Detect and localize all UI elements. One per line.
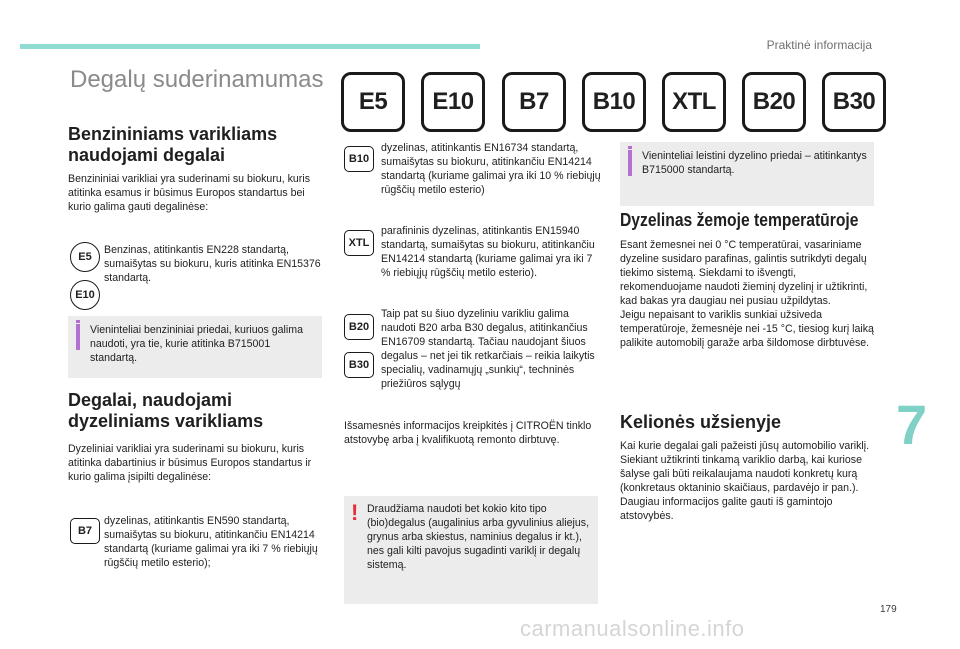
info-note-diesel-text: Vieninteliai leistini dyzelino priedai – atitinkantys B715000 standartą. — [642, 150, 867, 176]
paragraph-citroen-info: Išsamesnės informacijos kreipkitės į CITROËN tinklo atstovybę arba į kvalifikuotą remonto dirbtuvę. — [344, 420, 592, 446]
paragraph-petrol-intro: Benzininiai varikliai yra suderinami su biokuru, kuris atitinka esamus ir būsimus Europos standartus bei kurio galima gauti degalinėse: — [68, 173, 310, 213]
page-number: 179 — [880, 604, 897, 615]
page-title: Degalų suderinamumas — [70, 66, 324, 93]
paragraph-diesel-intro: Dyzeliniai varikliai yra suderinami su biokuru, kuris atitinka dabartinius ir būsimus Europos standartus ir kurio galima įsipilti degalinėse: — [68, 443, 312, 483]
heading-petrol-engines: Benzininiams varikliams naudojami degalai — [68, 124, 278, 165]
info-note-petrol-text: Vieninteliai benzininiai priedai, kuriuos galima naudoti, yra tie, kurie atitinka B715001 standartą. — [90, 324, 303, 364]
paragraph-b20-b30: Taip pat su šiuo dyzeliniu varikliu galima naudoti B20 arba B30 degalus, atitinkančius EN16709 standartą. Tačiau naudojant šiuos degalus – net jei tik retkarčiais – reikia laikytis specialių, vadinamųjų „sunkių“, techninės priežiūros sąlygų — [381, 308, 595, 390]
fuel-badge-b10: B10 — [582, 72, 646, 132]
heading-travel-abroad: Kelionės užsienyje — [620, 412, 782, 432]
warning-note-text: Draudžiama naudoti bet kokio kito tipo (bio)degalus (augalinius arba gyvulinius aliejus, grynus arba skiestus, naminius degalus ir kt.), nes gali kilti pavojus sugadinti variklį ir degalų sistemą. — [367, 503, 590, 571]
fuel-badge-xtl: XTL — [662, 72, 726, 132]
info-icon — [628, 150, 632, 176]
info-note-diesel-additives — [620, 142, 874, 206]
fuel-badge-b20: B20 — [742, 72, 806, 132]
fuel-badge-b7: B7 — [502, 72, 566, 132]
badge-e5-icon: E5 — [70, 242, 100, 272]
badge-b7-icon: B7 — [70, 518, 100, 544]
info-note-petrol-additives — [68, 316, 322, 378]
badge-b20-icon: B20 — [344, 314, 374, 340]
chapter-number: 7 — [896, 393, 928, 456]
paragraph-travel-abroad: Kai kurie degalai gali pažeisti jūsų automobilio variklį. Siekiant užtikrinti tinkamą variklio darbą, kai kuriose šalyse gali būti reikalaujama naudoti konkretų kurą (konkretaus oktaninio skaičiaus, pardavėjo ir pan.). Daugiau informacijos galite gauti iš gamintojo atstovybės. — [620, 440, 870, 522]
paragraph-b7: dyzelinas, atitinkantis EN590 standartą, sumaišytas su biokuru, atitinkančiu EN14214 standartą (kuriame galimai yra iki 7 % riebiųjų rūgščių metilo esterio); — [104, 515, 318, 569]
badge-e10-icon: E10 — [70, 280, 100, 310]
fuel-badge-e5: E5 — [341, 72, 405, 132]
badge-b30-icon: B30 — [344, 352, 374, 378]
header-accent-bar — [20, 44, 480, 49]
heading-cold-diesel: Dyzelinas žemoje temperatūroje — [620, 210, 859, 230]
paragraph-b10: dyzelinas, atitinkantis EN16734 standartą, sumaišytas su biokuru, atitinkančiu EN14214 standartą (kuriame galimai yra iki 10 % riebiųjų rūgščių metilo esterio) — [381, 142, 601, 196]
paragraph-e5-e10: Benzinas, atitinkantis EN228 standartą, sumaišytas su biokuru, kuris atitinka EN15376 standartą. — [104, 244, 321, 284]
fuel-badge-e10: E10 — [421, 72, 485, 132]
running-header: Praktinė informacija — [766, 38, 872, 52]
fuel-badge-row — [341, 72, 881, 134]
paragraph-xtl: parafininis dyzelinas, atitinkantis EN15940 standartą, sumaišytas su biokuru, atitinkančiu EN14214 standartą (kuriame galimai yra iki 7 % riebiųjų rūgščių metilo esterio). — [381, 225, 595, 279]
warning-note-biofuels — [344, 496, 598, 604]
paragraph-cold-diesel: Esant žemesnei nei 0 °C temperatūrai, vasariniame dyzeline susidaro parafinas, galintis sutrikdyti degalų tiekimo sistemą. Siekdami to išvengti, rekomenduojame naudoti žieminį dyzelinį ir užtikrinti, kad bakas yra daugiau nei pusiau užpildytas. Jeigu nepaisant to variklis sunkiai užsiveda temperatūroje, žemesnėje nei -15 °C, tiesiog kurį laiką palikite automobilį garaže arba šildomose dirbtuvėse. — [620, 239, 874, 349]
watermark-text: carmanualsonline.info — [520, 616, 745, 641]
heading-diesel-engines: Degalai, naudojami dyzeliniams varikliams — [68, 390, 264, 431]
info-icon — [76, 324, 80, 350]
warning-icon: ! — [351, 500, 359, 525]
fuel-badge-b30: B30 — [822, 72, 886, 132]
badge-b10-icon: B10 — [344, 146, 374, 172]
badge-xtl-icon: XTL — [344, 230, 374, 256]
